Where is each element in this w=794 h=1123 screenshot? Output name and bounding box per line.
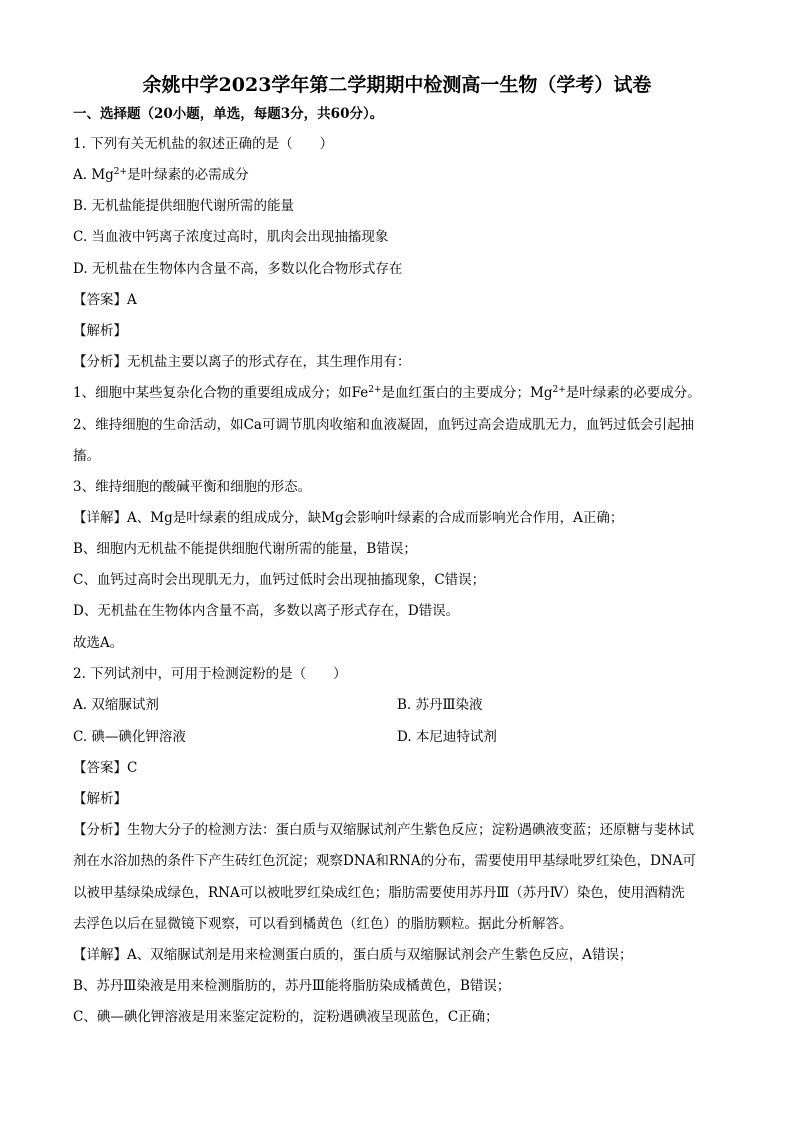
analysis-line-2: 剂在水浴加热的条件下产生砖红色沉淀；观察DNA和RNA的分布，需要使用甲基绿吡罗红染色，DNA可 [73, 853, 696, 869]
analysis-line-1: 【分析】生物大分子的检测方法：蛋白质与双缩脲试剂产生紫色反应；淀粉遇碘液变蓝；还原糖与斐林试 [73, 822, 694, 838]
question-2-option-c: C. 碘—碘化钾溶液 [73, 729, 186, 745]
analysis-point-2-line-1: 2、维持细胞的生命活动，如Ca可调节肌肉收缩和血液凝固，血钙过高会造成肌无力，血钙过低会引起抽 [73, 417, 694, 433]
conclusion: 故选A。 [73, 635, 124, 651]
point-1-text-a: 1、细胞中某些复杂化合物的重要组成成分；如Fe [73, 385, 369, 401]
analysis-point-2-line-2: 搐。 [73, 448, 100, 464]
question-1-option-d: D. 无机盐在生物体内含量不高，多数以化合物形式存在 [73, 261, 403, 277]
analysis-line-3: 以被甲基绿染成绿色，RNA可以被吡罗红染成红色；脂肪需要使用苏丹Ⅲ（苏丹Ⅳ）染色，使用酒精洗 [73, 885, 685, 901]
section-heading: 一、选择题（20小题，单选，每题3分，共60分）。 [73, 106, 384, 122]
detail-a: 【详解】A、双缩脲试剂是用来检测蛋白质的，蛋白质与双缩脲试剂会产生紫色反应，A错误； [73, 947, 633, 963]
answer-line: 【答案】A [73, 292, 137, 308]
analysis-heading: 【解析】 [73, 791, 127, 807]
analysis-paragraph: 【分析】无机盐主要以离子的形式存在，其生理作用有： [73, 354, 411, 370]
detail-c: C、血钙过高时会出现肌无力，血钙过低时会出现抽搐现象，C错误； [73, 572, 486, 588]
question-1-option-a [73, 167, 249, 183]
analysis-heading: 【解析】 [73, 323, 127, 339]
point-1-text-c: 是叶绿素的必要成分。 [565, 385, 701, 401]
detail-b: B、细胞内无机盐不能提供细胞代谢所需的能量，B错误； [73, 541, 417, 557]
superscript-charge: 2+ [552, 385, 566, 395]
point-1-text-b: 是血红蛋白的主要成分；Mg [381, 385, 553, 401]
detail-a: 【详解】A、Mg是叶绿素的组成成分，缺Mg会影响叶绿素的合成而影响光合作用，A正确； [73, 510, 624, 526]
detail-c: C、碘—碘化钾溶液是用来鉴定淀粉的，淀粉遇碘液呈现蓝色，C正确； [73, 1009, 499, 1025]
question-1-option-c: C. 当血液中钙离子浓度过高时，肌肉会出现抽搐现象 [73, 229, 389, 245]
analysis-line-4: 去浮色以后在显微镜下观察，可以看到橘黄色（红色）的脂肪颗粒。据此分析解答。 [73, 916, 573, 932]
question-2-option-a: A. 双缩脲试剂 [73, 697, 159, 713]
question-1-option-b: B. 无机盐能提供细胞代谢所需的能量 [73, 198, 295, 214]
detail-d: D、无机盐在生物体内含量不高，多数以离子形式存在，D错误。 [73, 603, 460, 619]
superscript-charge: 2+ [368, 385, 382, 395]
superscript-charge: 2+ [113, 167, 128, 177]
question-2-option-d: D. 本尼迪特试剂 [397, 729, 497, 745]
answer-line: 【答案】C [73, 760, 138, 776]
question-2-option-b: B. 苏丹Ⅲ染液 [397, 697, 483, 713]
option-a-text-pre: A. Mg [73, 167, 114, 183]
detail-b: B、苏丹Ⅲ染液是用来检测脂肪的，苏丹Ⅲ能将脂肪染成橘黄色，B错误； [73, 978, 511, 994]
exam-title: 余姚中学2023学年第二学期期中检测高一生物（学考）试卷 [142, 74, 652, 96]
question-1-stem: 1. 下列有关无机盐的叙述正确的是（ ） [73, 136, 334, 152]
question-2-stem: 2. 下列试剂中，可用于检测淀粉的是（ ） [73, 666, 347, 682]
analysis-point-1 [73, 385, 701, 401]
analysis-point-3: 3、维持细胞的酸碱平衡和细胞的形态。 [73, 479, 312, 495]
option-a-text-post: 是叶绿素的必需成分 [127, 167, 249, 183]
